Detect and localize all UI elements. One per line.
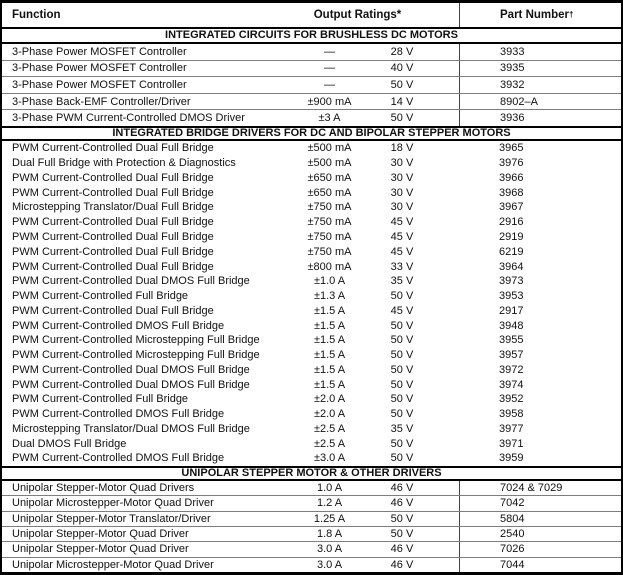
current-rating-cell: ±750 mA bbox=[307, 245, 352, 258]
function-cell: Unipolar Microstepper-Motor Quad Driver bbox=[12, 497, 214, 510]
current-rating-cell: ±750 mA bbox=[307, 201, 352, 214]
part-number-cell: 3968 bbox=[499, 186, 524, 199]
function-cell: PWM Current-Controlled DMOS Full Bridge bbox=[12, 452, 225, 465]
table-row bbox=[2, 93, 621, 110]
function-cell: 3-Phase Power MOSFET Controller bbox=[12, 62, 187, 75]
table-row bbox=[2, 44, 621, 60]
current-rating-cell: 1.25 A bbox=[313, 512, 346, 525]
current-rating-cell: ±1.5 A bbox=[313, 363, 346, 376]
part-number-cell: 3933 bbox=[459, 44, 621, 60]
current-rating-cell: ±1.3 A bbox=[313, 290, 346, 303]
function-cell: PWM Current-Controlled Dual Full Bridge bbox=[12, 142, 214, 155]
function-cell: Unipolar Microstepper-Motor Quad Driver bbox=[12, 558, 214, 571]
current-rating-cell: ±500 mA bbox=[307, 157, 352, 170]
function-cell: PWM Current-Controlled Dual Full Bridge bbox=[12, 216, 214, 229]
voltage-rating-cell: 46 V bbox=[390, 497, 414, 510]
part-number-cell: 7024 & 7029 bbox=[459, 481, 621, 495]
current-rating-cell: ±3.0 A bbox=[313, 452, 346, 465]
function-cell: PWM Current-Controlled Dual Full Bridge bbox=[12, 171, 214, 184]
voltage-rating-cell: 40 V bbox=[390, 62, 414, 75]
current-rating-cell: — bbox=[324, 78, 335, 91]
voltage-rating-cell: 50 V bbox=[390, 528, 414, 541]
voltage-rating-cell: 45 V bbox=[390, 230, 414, 243]
table-row bbox=[2, 362, 621, 377]
voltage-rating-cell: 50 V bbox=[390, 512, 414, 525]
function-cell: Unipolar Stepper-Motor Quad Driver bbox=[12, 543, 189, 556]
function-cell: 3-Phase Power MOSFET Controller bbox=[12, 45, 187, 58]
current-rating-cell: ±800 mA bbox=[307, 260, 352, 273]
voltage-rating-cell: 50 V bbox=[390, 393, 414, 406]
function-cell: Unipolar Stepper-Motor Translator/Driver bbox=[12, 512, 211, 525]
voltage-rating-cell: 50 V bbox=[390, 290, 414, 303]
part-number-cell: 3953 bbox=[499, 290, 524, 303]
voltage-rating-cell: 45 V bbox=[390, 304, 414, 317]
table-row bbox=[2, 541, 621, 556]
voltage-rating-cell: 45 V bbox=[390, 216, 414, 229]
table-row bbox=[2, 333, 621, 348]
table-row bbox=[2, 557, 621, 572]
voltage-rating-cell: 46 V bbox=[390, 558, 414, 571]
table-row bbox=[2, 244, 621, 259]
table-row bbox=[2, 109, 621, 126]
current-rating-cell: ±2.5 A bbox=[313, 437, 346, 450]
part-number-cell: 3966 bbox=[499, 171, 524, 184]
voltage-rating-cell: 30 V bbox=[390, 171, 414, 184]
current-rating-cell: 1.2 A bbox=[316, 497, 343, 510]
current-rating-cell: ±650 mA bbox=[307, 171, 352, 184]
current-rating-cell: 3.0 A bbox=[316, 558, 343, 571]
table-row bbox=[2, 156, 621, 171]
part-number-cell: 3952 bbox=[499, 393, 524, 406]
function-cell: PWM Current-Controlled Microstepping Full Bridge bbox=[12, 349, 260, 362]
function-cell: Unipolar Stepper-Motor Quad Drivers bbox=[12, 482, 195, 495]
function-cell: PWM Current-Controlled DMOS Full Bridge bbox=[12, 408, 225, 421]
table-row bbox=[2, 141, 621, 156]
current-rating-cell: — bbox=[324, 62, 335, 75]
function-cell: 3-Phase PWM Current-Controlled DMOS Driver bbox=[12, 112, 245, 125]
part-number-cell: 3971 bbox=[499, 437, 524, 450]
part-number-cell: 2919 bbox=[499, 230, 524, 243]
voltage-rating-cell: 33 V bbox=[390, 260, 414, 273]
table-section bbox=[2, 126, 621, 466]
table-row bbox=[2, 171, 621, 186]
part-number-cell: 3974 bbox=[499, 378, 524, 391]
part-number-cell: 8902–A bbox=[459, 94, 621, 110]
table-row bbox=[2, 348, 621, 363]
voltage-rating-cell: 30 V bbox=[390, 201, 414, 214]
current-rating-cell: ±500 mA bbox=[307, 142, 352, 155]
voltage-rating-cell: 18 V bbox=[390, 142, 414, 155]
table-row bbox=[2, 76, 621, 93]
section-title: UNIPOLAR STEPPER MOTOR & OTHER DRIVERS bbox=[2, 466, 621, 481]
table-row bbox=[2, 392, 621, 407]
voltage-rating-cell: 35 V bbox=[390, 422, 414, 435]
voltage-rating-cell: 46 V bbox=[390, 482, 414, 495]
table-row bbox=[2, 215, 621, 230]
voltage-rating-cell: 50 V bbox=[390, 78, 414, 91]
section-rows bbox=[2, 44, 621, 126]
voltage-rating-cell: 50 V bbox=[390, 408, 414, 421]
function-cell: PWM Current-Controlled DMOS Full Bridge bbox=[12, 319, 225, 332]
function-cell: Dual DMOS Full Bridge bbox=[12, 437, 127, 450]
part-number-cell: 3965 bbox=[499, 142, 524, 155]
part-number-cell: 3955 bbox=[499, 334, 524, 347]
current-rating-cell: ±650 mA bbox=[307, 186, 352, 199]
voltage-rating-cell: 46 V bbox=[390, 543, 414, 556]
part-number-cell: 7044 bbox=[459, 558, 621, 572]
function-cell: PWM Current-Controlled Dual Full Bridge bbox=[12, 230, 214, 243]
function-cell: PWM Current-Controlled Full Bridge bbox=[12, 290, 189, 303]
part-number-cell: 3959 bbox=[499, 452, 524, 465]
table-row bbox=[2, 259, 621, 274]
table-section bbox=[2, 29, 621, 126]
current-rating-cell: ±900 mA bbox=[307, 95, 352, 108]
part-number-cell: 3972 bbox=[499, 363, 524, 376]
current-rating-cell: ±2.0 A bbox=[313, 408, 346, 421]
current-rating-cell: ±1.5 A bbox=[313, 304, 346, 317]
voltage-rating-cell: 14 V bbox=[390, 95, 414, 108]
part-number-cell: 3976 bbox=[499, 157, 524, 170]
part-number-cell: 3957 bbox=[499, 349, 524, 362]
current-rating-cell: ±1.5 A bbox=[313, 349, 346, 362]
voltage-rating-cell: 50 V bbox=[390, 452, 414, 465]
current-rating-cell: ±2.5 A bbox=[313, 422, 346, 435]
part-number-cell: 7026 bbox=[459, 542, 621, 556]
voltage-rating-cell: 35 V bbox=[390, 275, 414, 288]
column-header-part-number: Part Number † bbox=[459, 3, 621, 27]
current-rating-cell: 1.0 A bbox=[316, 482, 343, 495]
table-row bbox=[2, 451, 621, 466]
function-cell: Microstepping Translator/Dual Full Bridge bbox=[12, 201, 214, 214]
table-row bbox=[2, 274, 621, 289]
part-number-cell: 3973 bbox=[499, 275, 524, 288]
table-row bbox=[2, 422, 621, 437]
current-rating-cell: ±2.0 A bbox=[313, 393, 346, 406]
voltage-rating-cell: 50 V bbox=[390, 363, 414, 376]
part-number-cell: 5804 bbox=[459, 512, 621, 526]
function-cell: PWM Current-Controlled Dual DMOS Full Bridge bbox=[12, 275, 250, 288]
table-row bbox=[2, 200, 621, 215]
table-row bbox=[2, 185, 621, 200]
table-row bbox=[2, 407, 621, 422]
table-row bbox=[2, 481, 621, 495]
table-row bbox=[2, 436, 621, 451]
part-number-cell: 2540 bbox=[459, 527, 621, 541]
function-cell: 3-Phase Back-EMF Controller/Driver bbox=[12, 95, 191, 108]
function-cell: PWM Current-Controlled Dual Full Bridge bbox=[12, 260, 214, 273]
table-row bbox=[2, 289, 621, 304]
current-rating-cell: 3.0 A bbox=[316, 543, 343, 556]
voltage-rating-cell: 30 V bbox=[390, 157, 414, 170]
table-row bbox=[2, 60, 621, 77]
section-rows bbox=[2, 141, 621, 466]
table-row bbox=[2, 303, 621, 318]
part-number-cell: 6219 bbox=[499, 245, 524, 258]
function-cell: Microstepping Translator/Dual DMOS Full Bridge bbox=[12, 422, 250, 435]
current-rating-cell: ±3 A bbox=[318, 112, 341, 125]
table-row bbox=[2, 495, 621, 510]
voltage-rating-cell: 28 V bbox=[390, 45, 414, 58]
function-cell: PWM Current-Controlled Microstepping Full Bridge bbox=[12, 334, 260, 347]
function-cell: PWM Current-Controlled Dual Full Bridge bbox=[12, 186, 214, 199]
voltage-rating-cell: 30 V bbox=[390, 186, 414, 199]
current-rating-cell: ±1.0 A bbox=[313, 275, 346, 288]
function-cell: Unipolar Stepper-Motor Quad Driver bbox=[12, 528, 189, 541]
part-number-cell: 3935 bbox=[459, 61, 621, 77]
current-rating-cell: ±1.5 A bbox=[313, 378, 346, 391]
voltage-rating-cell: 50 V bbox=[390, 378, 414, 391]
voltage-rating-cell: 50 V bbox=[390, 437, 414, 450]
part-number-header-label: Part Number bbox=[500, 9, 570, 21]
part-number-cell: 2916 bbox=[499, 216, 524, 229]
part-number-cell: 3967 bbox=[499, 201, 524, 214]
table-section bbox=[2, 466, 621, 572]
function-cell: PWM Current-Controlled Dual Full Bridge bbox=[12, 245, 214, 258]
part-number-cell: 3936 bbox=[459, 110, 621, 126]
voltage-rating-cell: 45 V bbox=[390, 245, 414, 258]
part-number-cell: 3977 bbox=[499, 422, 524, 435]
table-row bbox=[2, 230, 621, 245]
current-rating-cell: 1.8 A bbox=[316, 528, 343, 541]
part-number-cell: 7042 bbox=[459, 496, 621, 510]
voltage-rating-cell: 50 V bbox=[390, 334, 414, 347]
function-cell: 3-Phase Power MOSFET Controller bbox=[12, 78, 187, 91]
table-row bbox=[2, 377, 621, 392]
part-number-cell: 3964 bbox=[499, 260, 524, 273]
current-rating-cell: ±750 mA bbox=[307, 216, 352, 229]
part-number-cell: 3948 bbox=[499, 319, 524, 332]
voltage-rating-cell: 50 V bbox=[390, 349, 414, 362]
part-number-cell: 3958 bbox=[499, 408, 524, 421]
section-rows bbox=[2, 481, 621, 572]
column-header-output-ratings: Output Ratings* bbox=[313, 9, 402, 21]
current-rating-cell: ±1.5 A bbox=[313, 319, 346, 332]
voltage-rating-cell: 50 V bbox=[390, 319, 414, 332]
table-row bbox=[2, 511, 621, 526]
function-cell: PWM Current-Controlled Dual DMOS Full Bridge bbox=[12, 363, 250, 376]
table-body bbox=[2, 29, 621, 572]
function-cell: PWM Current-Controlled Full Bridge bbox=[12, 393, 189, 406]
function-cell: Dual Full Bridge with Protection & Diagnostics bbox=[12, 157, 236, 170]
current-rating-cell: ±1.5 A bbox=[313, 334, 346, 347]
current-rating-cell: ±750 mA bbox=[307, 230, 352, 243]
column-header-function: Function bbox=[12, 9, 61, 21]
table-header-row bbox=[2, 3, 621, 29]
function-cell: PWM Current-Controlled Dual Full Bridge bbox=[12, 304, 214, 317]
part-number-cell: 3932 bbox=[459, 77, 621, 93]
table-row bbox=[2, 526, 621, 541]
voltage-rating-cell: 50 V bbox=[390, 112, 414, 125]
section-title: INTEGRATED BRIDGE DRIVERS FOR DC AND BIPOLAR STEPPER MOTORS bbox=[2, 126, 621, 141]
current-rating-cell: — bbox=[324, 45, 335, 58]
part-number-cell: 2917 bbox=[499, 304, 524, 317]
section-title: INTEGRATED CIRCUITS FOR BRUSHLESS DC MOTORS bbox=[2, 29, 621, 44]
table-row bbox=[2, 318, 621, 333]
function-cell: PWM Current-Controlled Dual DMOS Full Bridge bbox=[12, 378, 250, 391]
